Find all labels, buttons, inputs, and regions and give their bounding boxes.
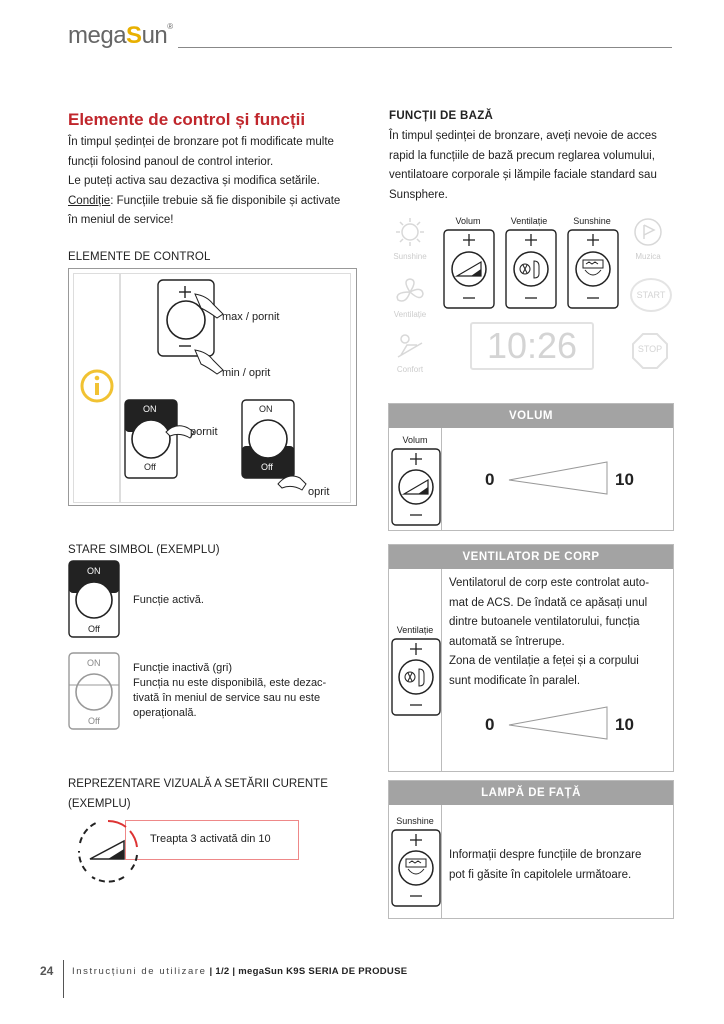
header-rule (178, 47, 672, 48)
ventilation-button-icon (391, 638, 441, 716)
divider (441, 805, 442, 918)
min-off-label: min / oprit (222, 367, 271, 379)
sunshine-icon (395, 217, 425, 247)
volum-box-label: Volum (402, 435, 428, 445)
volum-box (388, 403, 674, 531)
inactive-state-text: Funcție inactivă (gri) Funcția nu este disponibilă, este dezac- tivată în meniul de service sau nu este operațională. (133, 662, 327, 719)
brand-logo: megaSun® (68, 22, 173, 49)
start-button[interactable]: START (630, 278, 672, 312)
ventilator-box-label: Ventilație (396, 625, 434, 635)
ghost-muzica-label: Muzica (635, 252, 661, 261)
state-heading: STARE SIMBOL (EXEMPLU) (68, 544, 220, 556)
max-on-label: max / pornit (222, 311, 280, 323)
plus-minus-button-diagram (155, 280, 225, 380)
divider (441, 569, 442, 771)
state-off-label: Off (88, 624, 100, 634)
control-panel-overview (387, 214, 675, 378)
music-icon (633, 217, 663, 247)
ventilator-min: 0 (485, 715, 495, 734)
stop-label[interactable]: STOP (637, 344, 663, 354)
ghost-sunshine-label: Sunshine (393, 252, 427, 261)
ventilation-wedge (507, 705, 611, 741)
ventilator-header: VENTILATOR DE CORP (389, 545, 673, 569)
volume-gauge-icon (74, 815, 142, 887)
footer-rule (63, 960, 64, 998)
panel-ventilation-button[interactable] (505, 229, 557, 309)
step-text: Treapta 3 activată din 10 (150, 833, 271, 845)
basic-functions-text: În timpul ședinței de bronzare, aveți nevoie de acces rapid la funcțiile de bază precum reglarea volumului, ventilatoare corporale și lămpile faciale standard sau Sunsphere. (389, 130, 657, 201)
off-label-off: Off (261, 462, 273, 472)
volum-max: 10 (615, 470, 634, 489)
ventilator-max: 10 (615, 715, 634, 734)
confort-icon (395, 331, 425, 361)
time-display: 10:26 (470, 322, 594, 370)
pornit-label: pornit (190, 426, 218, 438)
ghost-confort-label: Confort (396, 365, 424, 374)
on-label-off: ON (259, 404, 273, 414)
section-title: Elemente de control și funcții (68, 110, 306, 129)
inactive-on-label: ON (87, 658, 101, 668)
lamp-text: Informații despre funcțiile de bronzare pot fi găsite în capitolele următoare. (449, 849, 642, 881)
info-icon (79, 368, 115, 404)
ventilator-box (388, 544, 674, 772)
visual-heading: REPREZENTARE VIZUALĂ A SETĂRII CURENTE (EXEMPLU) (68, 778, 328, 810)
ventilator-text: Ventilatorul de corp este controlat auto- mat de ACS. De îndată ce apăsați unul dintre butoanele ventilatorului, funcția automată se întrerupe. Zona de ventilație a feței și a corpului sunt modificate în paralel. (449, 577, 650, 687)
lamp-box-label: Sunshine (396, 816, 434, 826)
panel-volum-label: Volum (455, 216, 481, 226)
volume-wedge (507, 460, 611, 496)
volume-button-icon (391, 448, 441, 526)
panel-volume-button[interactable] (443, 229, 495, 309)
panel-sunshine-button[interactable] (567, 229, 619, 309)
inactive-off-label: Off (88, 716, 100, 726)
ghost-ventilatie-label: Ventilație (393, 310, 427, 319)
hand-pointer-icon (276, 468, 310, 494)
sunshine-button-icon (391, 829, 441, 907)
divider (441, 428, 442, 530)
on-label-active: ON (143, 404, 157, 414)
volum-header: VOLUM (389, 404, 673, 428)
basic-functions-heading: FUNCȚII DE BAZĂ (389, 110, 494, 122)
page-number: 24 (40, 964, 54, 978)
intro-text: În timpul ședinței de bronzare pot fi modificate multe funcții folosind panoul de control interior. Le puteți activa sau dezactiva și modifica setările. Condiție: Funcțiile trebuie să fie disponibile și activate în meniul de service! (68, 136, 341, 226)
controls-heading: ELEMENTE DE CONTROL (68, 251, 211, 263)
volum-min: 0 (485, 470, 495, 489)
active-state-text: Funcție activă. (133, 594, 204, 606)
panel-sunshine-label: Sunshine (573, 216, 611, 226)
fan-icon (395, 277, 425, 307)
lamp-header: LAMPĂ DE FAȚĂ (389, 781, 673, 805)
footer-text: Instrucțiuni de utilizare | 1/2 | megaSun K9S SERIA DE PRODUSE (72, 966, 408, 977)
lamp-box (388, 780, 674, 919)
state-on-label: ON (87, 566, 101, 576)
panel-ventilatie-label: Ventilație (510, 216, 548, 226)
oprit-label: oprit (308, 486, 330, 498)
off-label-active: Off (144, 462, 156, 472)
